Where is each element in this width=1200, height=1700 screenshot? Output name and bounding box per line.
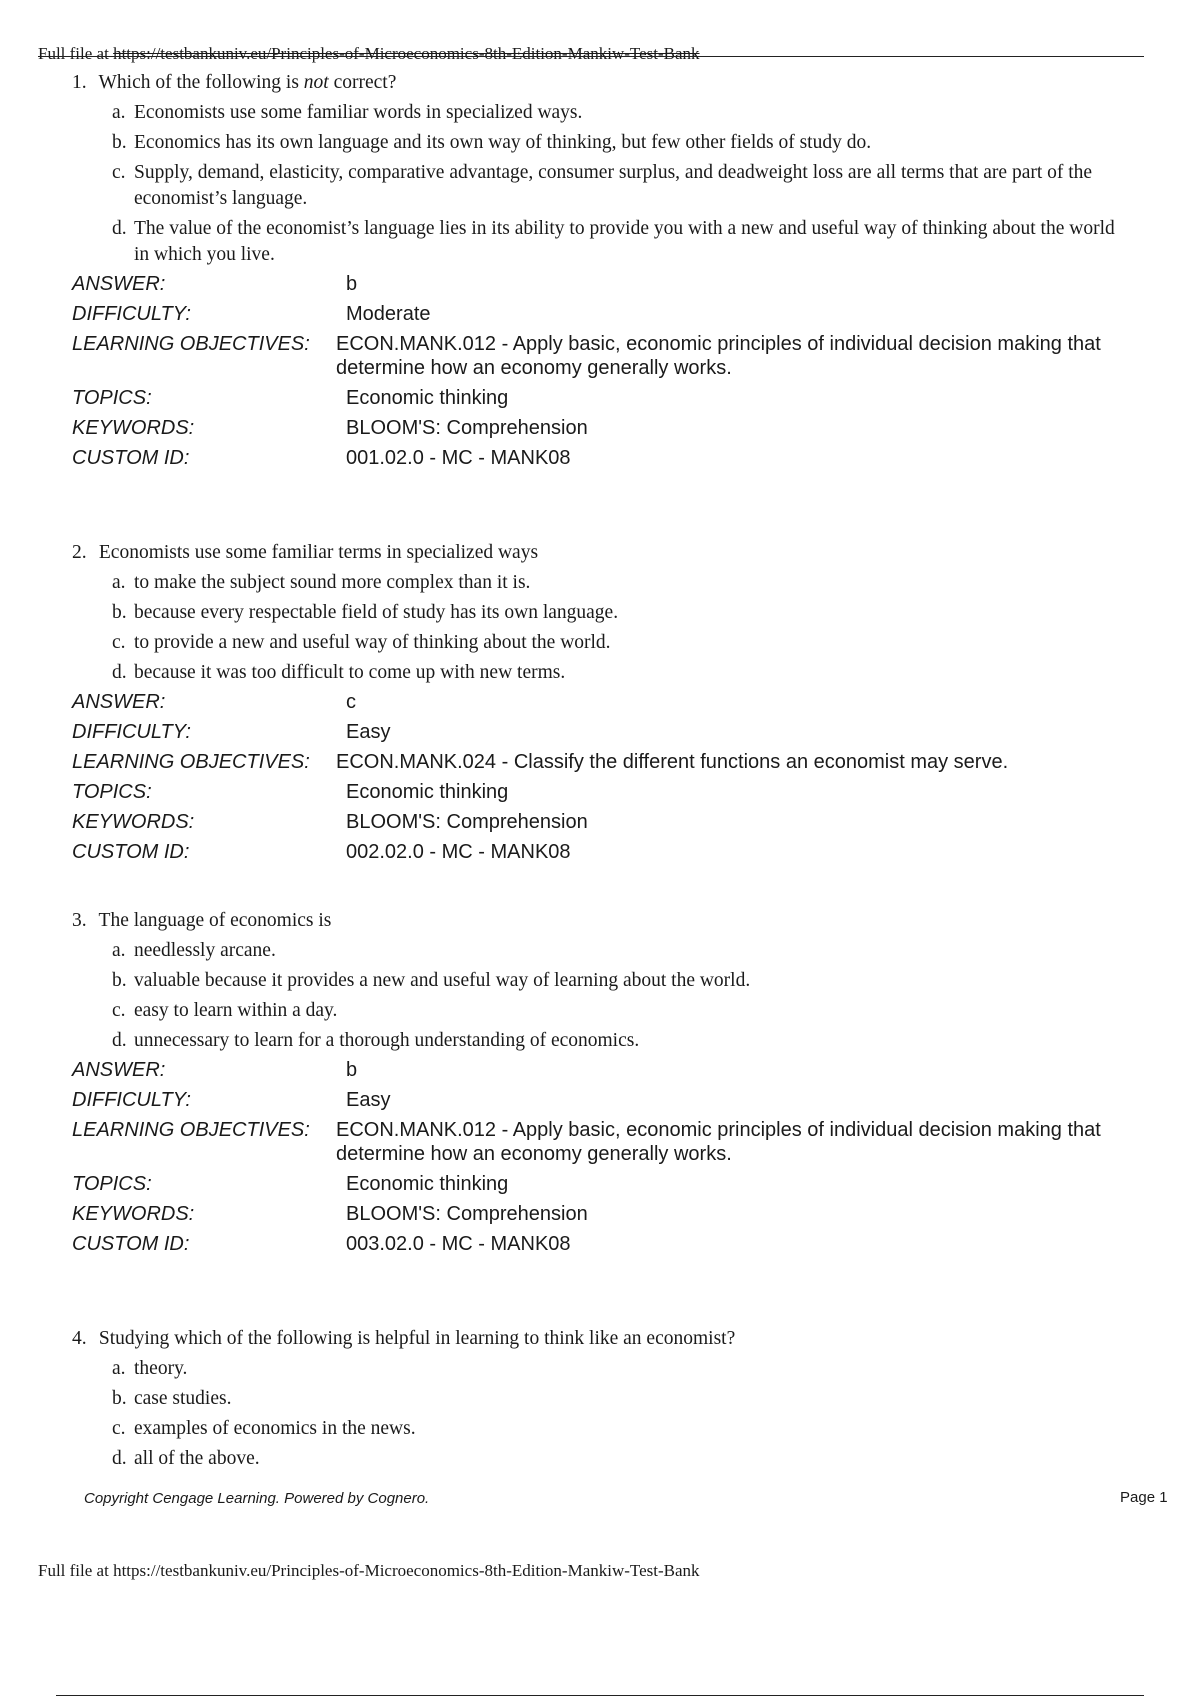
question-number: 3. [72, 910, 87, 931]
header-url-line [38, 44, 700, 64]
answer-row [72, 690, 1172, 714]
answer-value: b [346, 273, 358, 295]
difficulty-value: Easy [346, 1089, 391, 1111]
answer-options [72, 1356, 1172, 1472]
option-text: because every respectable field of study has its own language. [134, 602, 619, 623]
learning-objectives-value: ECON.MANK.012 - Apply basic, economic principles of individual decision making that determine how an economy generally works. [336, 1119, 1101, 1165]
question-1 [72, 70, 1172, 476]
question-4 [72, 1326, 1172, 1476]
option-letter: c. [112, 162, 126, 183]
custom-id-row [72, 840, 1172, 864]
custom-id-row [72, 1232, 1172, 1256]
topics-value: Economic thinking [346, 387, 509, 409]
custom-id-label: CUSTOM ID: [72, 841, 190, 863]
question-stem [72, 1326, 1172, 1352]
option-text: case studies. [134, 1388, 232, 1409]
option-letter: b. [112, 132, 127, 153]
topics-row [72, 386, 1172, 410]
option-letter: a. [112, 572, 126, 593]
option-text: needlessly arcane. [134, 940, 276, 961]
footer-divider [56, 1695, 1144, 1696]
option-letter: b. [112, 970, 127, 991]
topics-label: TOPICS: [72, 781, 152, 803]
difficulty-value: Easy [346, 721, 391, 743]
option-text: unnecessary to learn for a thorough understanding of economics. [134, 1030, 640, 1051]
question-text: Studying which of the following is helpful in learning to think like an economist? [98, 1328, 736, 1349]
keywords-label: KEYWORDS: [72, 417, 195, 439]
option-c [112, 160, 1172, 212]
question-stem [72, 540, 1172, 566]
option-text: to make the subject sound more complex than it is. [134, 572, 531, 593]
topics-label: TOPICS: [72, 387, 152, 409]
topics-value: Economic thinking [346, 1173, 509, 1195]
option-c [112, 998, 1172, 1024]
option-text: Economists use some familiar words in specialized ways. [134, 102, 583, 123]
keywords-label: KEYWORDS: [72, 1203, 195, 1225]
custom-id-row [72, 446, 1172, 470]
learning-objectives-row [72, 750, 1172, 774]
header-url-prefix: Full file at [38, 44, 114, 63]
topics-row [72, 1172, 1172, 1196]
option-d [112, 216, 1172, 268]
topics-label: TOPICS: [72, 1173, 152, 1195]
option-letter: b. [112, 602, 127, 623]
option-text: all of the above. [134, 1448, 260, 1469]
difficulty-label: DIFFICULTY: [72, 303, 191, 325]
option-text: examples of economics in the news. [134, 1418, 416, 1439]
keywords-value: BLOOM'S: Comprehension [346, 1203, 588, 1225]
option-text: The value of the economist’s language lies in its ability to provide you with a new and useful way of thinking about the world in which you live. [134, 218, 1115, 265]
learning-objectives-value: ECON.MANK.024 - Classify the different functions an economist may serve. [336, 751, 1009, 773]
option-text: valuable because it provides a new and useful way of learning about the world. [134, 970, 751, 991]
question-metadata [72, 690, 1172, 864]
header-divider [38, 56, 1144, 57]
custom-id-value: 003.02.0 - MC - MANK08 [346, 1233, 571, 1255]
question-stem [72, 908, 1172, 934]
difficulty-label: DIFFICULTY: [72, 721, 191, 743]
difficulty-row [72, 720, 1172, 744]
keywords-row [72, 1202, 1172, 1226]
footer-url-link[interactable]: https://testbankuniv.eu/Principles-of-Microeconomics-8th-Edition-Mankiw-Test-Bank [113, 1561, 700, 1580]
keywords-value: BLOOM'S: Comprehension [346, 811, 588, 833]
option-letter: a. [112, 1358, 126, 1379]
option-text: because it was too difficult to come up with new terms. [134, 662, 566, 683]
option-text: easy to learn within a day. [134, 1000, 338, 1021]
question-number: 2. [72, 542, 87, 563]
topics-row [72, 780, 1172, 804]
difficulty-row [72, 302, 1172, 326]
footer-url-line [38, 1561, 700, 1581]
option-b [112, 968, 1172, 994]
option-a [112, 1356, 1172, 1382]
keywords-label: KEYWORDS: [72, 811, 195, 833]
option-letter: d. [112, 218, 127, 239]
option-d [112, 1446, 1172, 1472]
answer-value: c [346, 691, 356, 713]
question-metadata [72, 272, 1172, 470]
option-b [112, 600, 1172, 626]
copyright-notice: Copyright Cengage Learning. Powered by Cognero. [84, 1490, 430, 1507]
question-text: Which of the following is [98, 72, 304, 93]
question-stem [72, 70, 1172, 96]
custom-id-value: 002.02.0 - MC - MANK08 [346, 841, 571, 863]
answer-label: ANSWER: [72, 273, 166, 295]
answer-options [72, 938, 1172, 1054]
option-d [112, 1028, 1172, 1054]
option-letter: a. [112, 102, 126, 123]
option-d [112, 660, 1172, 686]
question-emphasis: not [303, 72, 329, 93]
option-letter: c. [112, 1418, 126, 1439]
question-2 [72, 540, 1172, 870]
answer-options [72, 100, 1172, 268]
learning-objectives-row [72, 332, 1172, 380]
question-text: The language of economics is [98, 910, 332, 931]
learning-objectives-row [72, 1118, 1172, 1166]
answer-row [72, 272, 1172, 296]
option-a [112, 938, 1172, 964]
option-a [112, 570, 1172, 596]
question-text: Economists use some familiar terms in specialized ways [98, 542, 539, 563]
learning-objectives-label: LEARNING OBJECTIVES: [72, 333, 310, 355]
option-b [112, 1386, 1172, 1412]
option-letter: a. [112, 940, 126, 961]
page-number: Page 1 [1120, 1489, 1168, 1506]
footer-url-prefix: Full file at [38, 1561, 114, 1580]
question-text-end: correct? [328, 72, 397, 93]
question-number: 1. [72, 72, 87, 93]
option-c [112, 1416, 1172, 1442]
custom-id-label: CUSTOM ID: [72, 1233, 190, 1255]
option-text: to provide a new and useful way of thinking about the world. [134, 632, 611, 653]
option-text: theory. [134, 1358, 188, 1379]
question-3 [72, 908, 1172, 1262]
difficulty-row [72, 1088, 1172, 1112]
option-letter: b. [112, 1388, 127, 1409]
keywords-row [72, 810, 1172, 834]
answer-value: b [346, 1059, 358, 1081]
option-b [112, 130, 1172, 156]
answer-label: ANSWER: [72, 1059, 166, 1081]
custom-id-value: 001.02.0 - MC - MANK08 [346, 447, 571, 469]
learning-objectives-label: LEARNING OBJECTIVES: [72, 1119, 310, 1141]
answer-options [72, 570, 1172, 686]
option-letter: c. [112, 1000, 126, 1021]
answer-row [72, 1058, 1172, 1082]
option-c [112, 630, 1172, 656]
option-letter: c. [112, 632, 126, 653]
answer-label: ANSWER: [72, 691, 166, 713]
keywords-value: BLOOM'S: Comprehension [346, 417, 588, 439]
keywords-row [72, 416, 1172, 440]
header-url-link[interactable]: https://testbankuniv.eu/Principles-of-Microeconomics-8th-Edition-Mankiw-Test-Bank [113, 44, 700, 63]
question-number: 4. [72, 1328, 87, 1349]
topics-value: Economic thinking [346, 781, 509, 803]
option-text: Economics has its own language and its own way of thinking, but few other fields of study do. [134, 132, 872, 153]
option-text: Supply, demand, elasticity, comparative advantage, consumer surplus, and deadweight loss are all terms that are part of the economist’s language. [134, 162, 1093, 209]
option-letter: d. [112, 1030, 127, 1051]
difficulty-value: Moderate [346, 303, 431, 325]
question-metadata [72, 1058, 1172, 1256]
difficulty-label: DIFFICULTY: [72, 1089, 191, 1111]
learning-objectives-label: LEARNING OBJECTIVES: [72, 751, 310, 773]
option-letter: d. [112, 1448, 127, 1469]
option-letter: d. [112, 662, 127, 683]
custom-id-label: CUSTOM ID: [72, 447, 190, 469]
learning-objectives-value: ECON.MANK.012 - Apply basic, economic principles of individual decision making that determine how an economy generally works. [336, 333, 1101, 379]
option-a [112, 100, 1172, 126]
